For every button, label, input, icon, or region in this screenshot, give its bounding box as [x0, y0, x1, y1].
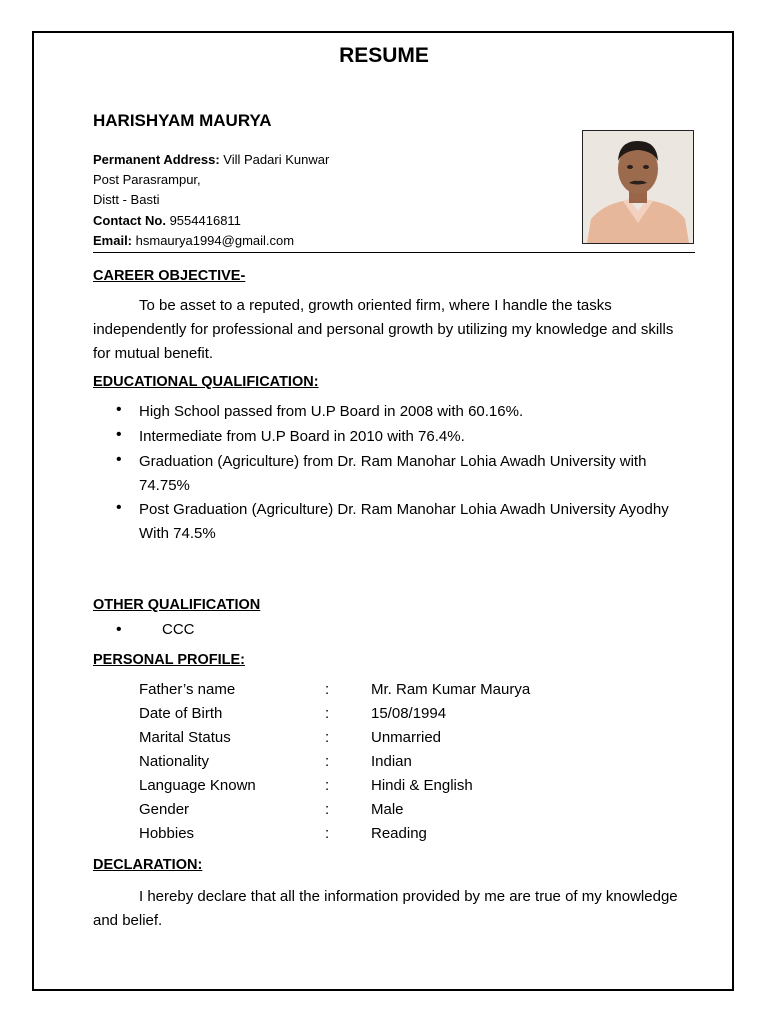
profile-separator: :	[325, 681, 330, 698]
profile-label-date-of-birth: Date of Birth	[139, 705, 223, 722]
email-label: Email:	[93, 233, 133, 248]
page-title: RESUME	[339, 44, 429, 67]
education-bullet-3: •	[116, 451, 122, 468]
profile-value-language-known: Hindi & English	[371, 777, 473, 794]
address-value: Vill Padari Kunwar	[223, 152, 330, 167]
profile-label-fathers-name: Father’s name	[139, 681, 236, 698]
contact-number	[93, 211, 241, 231]
profile-separator: :	[325, 729, 330, 746]
profile-value-gender: Male	[371, 801, 404, 818]
education-item-2: Intermediate from U.P Board in 2010 with 76.4%.	[139, 428, 465, 445]
profile-separator: :	[325, 777, 330, 794]
profile-label-nationality: Nationality	[139, 753, 210, 770]
contact-value: 9554416811	[169, 213, 241, 228]
profile-value-date-of-birth: 15/08/1994	[371, 705, 447, 722]
profile-separator: :	[325, 801, 330, 818]
email	[93, 231, 294, 251]
career-objective-body: To be asset to a reputed, growth oriented firm, where I handle the tasks independently for professional and personal growth by utilizing my knowledge and skills for mutual benefit.	[93, 297, 674, 362]
profile-separator: :	[325, 753, 330, 770]
candidate-name: HARISHYAM MAURYA	[93, 111, 272, 130]
profile-value-fathers-name: Mr. Ram Kumar Maurya	[371, 681, 531, 698]
profile-label-hobbies: Hobbies	[139, 825, 195, 842]
address-line-2: Post Parasrampur,	[93, 172, 201, 187]
declaration-text	[93, 885, 683, 933]
address-line-1	[93, 150, 329, 170]
education-bullet-2: •	[116, 426, 122, 443]
education-bullet-1: •	[116, 401, 122, 418]
profile-separator: :	[325, 705, 330, 722]
education-bullet-4: •	[116, 499, 122, 516]
contact-label: Contact No.	[93, 213, 166, 228]
profile-value-hobbies: Reading	[371, 825, 427, 842]
personal-profile-heading: PERSONAL PROFILE:	[93, 652, 245, 668]
profile-photo	[582, 130, 694, 244]
other-qualification-bullet: •	[116, 621, 122, 638]
education-heading: EDUCATIONAL QUALIFICATION:	[93, 374, 319, 390]
address-label: Permanent Address:	[93, 152, 220, 167]
education-item-4: Post Graduation (Agriculture) Dr. Ram Manohar Lohia Awadh University Ayodhy With 74.5%	[139, 501, 669, 542]
email-value: hsmaurya1994@gmail.com	[135, 233, 295, 248]
education-item-3: Graduation (Agriculture) from Dr. Ram Manohar Lohia Awadh University with 74.75%	[139, 453, 647, 494]
career-objective-text	[93, 294, 683, 366]
profile-value-nationality: Indian	[371, 753, 412, 770]
profile-label-gender: Gender	[139, 801, 190, 818]
career-objective-heading: CAREER OBJECTIVE-	[93, 268, 246, 284]
other-qualification-item: CCC	[162, 621, 195, 638]
profile-label-language-known: Language Known	[139, 777, 256, 794]
address-line-3: Distt - Basti	[93, 192, 160, 207]
profile-value-marital-status: Unmarried	[371, 729, 442, 746]
other-qualification-heading: OTHER QUALIFICATION	[93, 597, 261, 613]
person-portrait-icon	[583, 131, 693, 243]
declaration-body: I hereby declare that all the information provided by me are true of my knowledge and belief.	[93, 888, 678, 929]
education-item-1: High School passed from U.P Board in 2008 with 60.16%.	[139, 403, 524, 420]
declaration-heading: DECLARATION:	[93, 857, 203, 873]
profile-label-marital-status: Marital Status	[139, 729, 231, 746]
profile-separator: :	[325, 825, 330, 842]
header-divider	[93, 252, 695, 253]
